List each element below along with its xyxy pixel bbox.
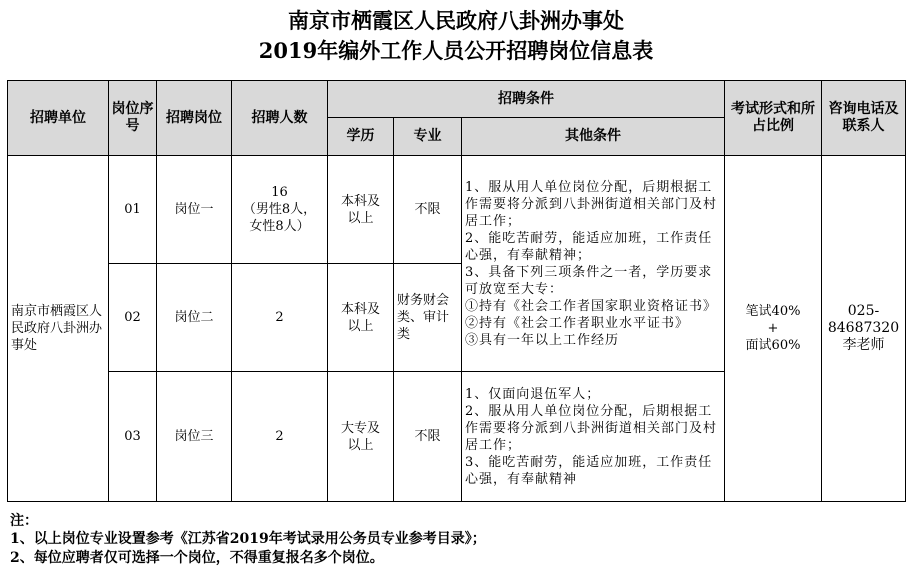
row2-major: 财务财会 类、审计 类 [394, 264, 462, 372]
header-exam: 考试形式和所占比例 [725, 81, 822, 156]
row1-post: 岗位一 [157, 156, 232, 264]
header-unit: 招聘单位 [8, 81, 109, 156]
row2-count: 2 [232, 264, 328, 372]
row2-seq: 02 [109, 264, 157, 372]
exam-ratio: 笔试40% + 面试60% [725, 156, 822, 502]
recruitment-table [7, 80, 906, 502]
row2-post: 岗位二 [157, 264, 232, 372]
header-conditions: 招聘条件 [328, 81, 725, 118]
row1-count: 16 （男性8人， 女性8人） [232, 156, 328, 264]
other-conditions-3: 1、仅面向退伍军人； 2、服从用人单位岗位分配，后期根据工作需要将分派到八卦洲街道相关部门及村居工作； 3、能吃苦耐劳，能适应加班，工作责任心强，有奉献精神 [462, 372, 725, 502]
row3-post: 岗位三 [157, 372, 232, 502]
row3-count: 2 [232, 372, 328, 502]
other-conditions-1-2: 1、服从用人单位岗位分配，后期根据工作需要将分派到八卦洲街道相关部门及村居工作； 2、能吃苦耐劳，能适应加班，工作责任心强，有奉献精神； 3、具备下列三项条件之一者，学历要求可放宽至大专： ①持有《社会工作者国家职业资格证书》 ②持有《社会工作者职业水平证书》 ③具有一年以上工作经历 [462, 156, 725, 372]
header-edu: 学历 [328, 118, 394, 156]
notes-label: 注： [10, 513, 38, 529]
header-count: 招聘人数 [232, 81, 328, 156]
contact-info: 025- 84687320 李老师 [822, 156, 906, 502]
page-title-line1: 南京市栖霞区人民政府八卦洲办事处 [288, 8, 624, 33]
row3-edu: 大专及 以上 [328, 372, 394, 502]
header-major: 专业 [394, 118, 462, 156]
row1-major: 不限 [394, 156, 462, 264]
row1-edu: 本科及 以上 [328, 156, 394, 264]
header-contact: 咨询电话及联系人 [822, 81, 906, 156]
header-other: 其他条件 [462, 118, 725, 156]
row3-seq: 03 [109, 372, 157, 502]
unit-name-cell: 南京市栖霞区人民政府八卦洲办事处 [8, 156, 109, 502]
row3-major: 不限 [394, 372, 462, 502]
header-post: 招聘岗位 [157, 81, 232, 156]
row1-seq: 01 [109, 156, 157, 264]
note-2: 2、每位应聘者仅可选择一个岗位，不得重复报名多个岗位。 [10, 550, 384, 566]
note-1: 1、以上岗位专业设置参考《江苏省2019年考试录用公务员专业参考目录》； [10, 531, 486, 547]
page-title-line2: 2019年编外工作人员公开招聘岗位信息表 [258, 38, 654, 63]
row2-edu: 本科及 以上 [328, 264, 394, 372]
header-seq: 岗位序号 [109, 81, 157, 156]
